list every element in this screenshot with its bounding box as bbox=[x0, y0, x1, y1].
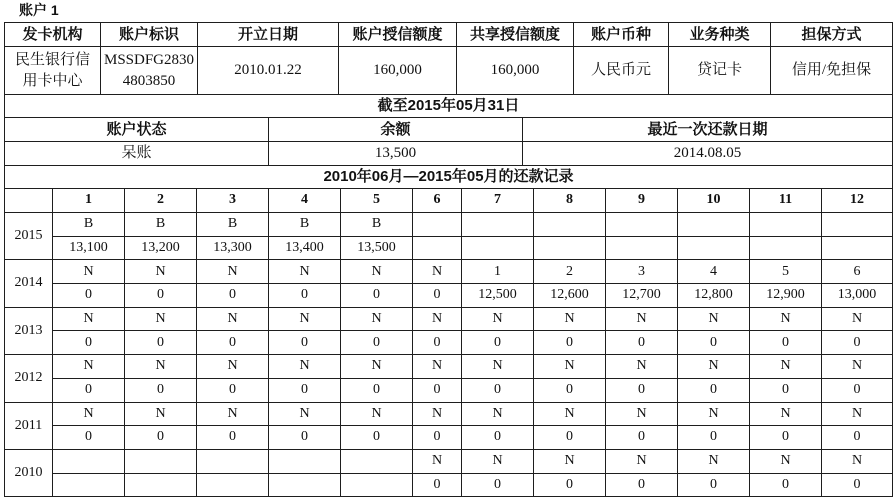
repayment-status-cell: N bbox=[197, 402, 269, 426]
repayment-amount-cell: 0 bbox=[125, 426, 197, 450]
repayment-amount-cell: 0 bbox=[413, 426, 462, 450]
repayment-amount-cell: 0 bbox=[269, 426, 341, 450]
repayment-amount-cell: 13,200 bbox=[125, 236, 197, 260]
repayment-amount-cell: 0 bbox=[462, 426, 534, 450]
repayment-status-cell: N bbox=[413, 449, 462, 473]
repayment-status-cell: B bbox=[341, 213, 413, 237]
repayment-status-cell: N bbox=[413, 260, 462, 284]
repayment-amount-cell bbox=[125, 473, 197, 497]
repayment-grid bbox=[4, 188, 893, 497]
repayment-status-cell: N bbox=[197, 355, 269, 379]
repayment-status-cell: N bbox=[125, 307, 197, 331]
repayment-title-row bbox=[5, 166, 893, 189]
repayment-amount-cell: 0 bbox=[678, 331, 750, 355]
repayment-amount-cell: 12,500 bbox=[462, 284, 534, 308]
repayment-amount-cell: 13,300 bbox=[197, 236, 269, 260]
repayment-status-cell: 1 bbox=[462, 260, 534, 284]
repayment-status-cell: B bbox=[269, 213, 341, 237]
month-header-cell: 11 bbox=[750, 189, 822, 213]
repayment-status-cell: N bbox=[606, 402, 678, 426]
repayment-status-cell: N bbox=[462, 449, 534, 473]
balance-value: 13,500 bbox=[269, 142, 523, 166]
repayment-status-cell: N bbox=[125, 355, 197, 379]
repayment-status-cell bbox=[462, 213, 534, 237]
repayment-status-cell: N bbox=[413, 355, 462, 379]
account-status-table bbox=[4, 117, 893, 166]
repayment-status-cell: N bbox=[53, 260, 125, 284]
repayment-amount-cell: 0 bbox=[197, 284, 269, 308]
repayment-amount-row bbox=[5, 284, 893, 308]
repayment-amount-cell: 0 bbox=[534, 426, 606, 450]
header-issuer: 发卡机构 bbox=[5, 23, 101, 47]
repayment-amount-cell: 13,100 bbox=[53, 236, 125, 260]
repayment-status-cell: 4 bbox=[678, 260, 750, 284]
shared-limit-value: 160,000 bbox=[457, 47, 574, 95]
account-report bbox=[4, 22, 893, 497]
repayment-status-cell: N bbox=[750, 307, 822, 331]
repayment-amount-cell: 0 bbox=[341, 378, 413, 402]
repayment-amount-cell: 12,800 bbox=[678, 284, 750, 308]
repayment-status-cell: 6 bbox=[822, 260, 893, 284]
repayment-status-cell: 5 bbox=[750, 260, 822, 284]
repayment-amount-cell bbox=[269, 473, 341, 497]
repayment-amount-cell: 0 bbox=[341, 331, 413, 355]
repayment-amount-cell: 0 bbox=[341, 284, 413, 308]
repayment-amount-cell: 0 bbox=[53, 426, 125, 450]
repayment-amount-cell bbox=[413, 236, 462, 260]
repayment-amount-cell: 0 bbox=[125, 331, 197, 355]
as-of-row bbox=[5, 95, 893, 118]
account-status-value-row bbox=[5, 142, 893, 166]
repayment-amount-cell: 0 bbox=[462, 378, 534, 402]
repayment-amount-cell: 0 bbox=[413, 473, 462, 497]
last-payment-date-value: 2014.08.05 bbox=[523, 142, 893, 166]
repayment-status-cell: N bbox=[462, 355, 534, 379]
repayment-status-cell: N bbox=[125, 402, 197, 426]
repayment-status-cell: N bbox=[822, 355, 893, 379]
repayment-status-cell: N bbox=[341, 260, 413, 284]
repayment-amount-cell: 0 bbox=[822, 378, 893, 402]
repayment-status-cell bbox=[269, 449, 341, 473]
business-type-value: 贷记卡 bbox=[669, 47, 771, 95]
repayment-amount-cell bbox=[822, 236, 893, 260]
repayment-status-row bbox=[5, 307, 893, 331]
repayment-amount-cell: 0 bbox=[822, 331, 893, 355]
repayment-status-cell: N bbox=[750, 449, 822, 473]
repayment-amount-cell: 0 bbox=[606, 473, 678, 497]
repayment-amount-cell: 0 bbox=[413, 378, 462, 402]
as-of-date-banner: 截至2015年05月31日 bbox=[5, 95, 893, 118]
repayment-status-cell: B bbox=[197, 213, 269, 237]
repayment-amount-cell: 12,700 bbox=[606, 284, 678, 308]
currency-value: 人民币元 bbox=[574, 47, 669, 95]
repayment-status-cell: N bbox=[413, 402, 462, 426]
repayment-amount-cell: 0 bbox=[341, 426, 413, 450]
header-business-type: 业务种类 bbox=[669, 23, 771, 47]
repayment-amount-cell: 0 bbox=[197, 426, 269, 450]
repayment-record-title: 2010年06月—2015年05月的还款记录 bbox=[5, 166, 893, 189]
repayment-amount-cell bbox=[750, 236, 822, 260]
repayment-status-cell: N bbox=[534, 449, 606, 473]
repayment-amount-cell: 0 bbox=[678, 426, 750, 450]
repayment-status-cell: N bbox=[53, 402, 125, 426]
account-info-header-row bbox=[5, 23, 893, 47]
repayment-status-cell: N bbox=[534, 355, 606, 379]
header-account-status: 账户状态 bbox=[5, 118, 269, 142]
repayment-amount-cell bbox=[197, 473, 269, 497]
repayment-status-cell bbox=[822, 213, 893, 237]
repayment-status-cell: N bbox=[462, 307, 534, 331]
account-status-header-row bbox=[5, 118, 893, 142]
repayment-status-cell: N bbox=[125, 260, 197, 284]
repayment-amount-row bbox=[5, 426, 893, 450]
repayment-amount-row bbox=[5, 331, 893, 355]
month-header-cell: 7 bbox=[462, 189, 534, 213]
repayment-amount-cell: 0 bbox=[534, 331, 606, 355]
repayment-amount-cell: 0 bbox=[750, 331, 822, 355]
month-header-cell: 9 bbox=[606, 189, 678, 213]
repayment-amount-cell: 0 bbox=[53, 378, 125, 402]
repayment-status-row bbox=[5, 355, 893, 379]
year-label: 2010 bbox=[5, 449, 53, 496]
credit-limit-value: 160,000 bbox=[339, 47, 457, 95]
header-currency: 账户币种 bbox=[574, 23, 669, 47]
repayment-amount-cell bbox=[678, 236, 750, 260]
header-credit-limit: 账户授信额度 bbox=[339, 23, 457, 47]
repayment-amount-cell: 12,900 bbox=[750, 284, 822, 308]
month-header-corner bbox=[5, 189, 53, 213]
repayment-status-cell: N bbox=[341, 307, 413, 331]
repayment-status-cell: N bbox=[269, 260, 341, 284]
account-status-value: 呆账 bbox=[5, 142, 269, 166]
repayment-status-cell: N bbox=[197, 307, 269, 331]
month-header-cell: 8 bbox=[534, 189, 606, 213]
year-label: 2015 bbox=[5, 213, 53, 260]
repayment-status-cell: N bbox=[269, 402, 341, 426]
repayment-amount-cell: 13,400 bbox=[269, 236, 341, 260]
repayment-status-cell: N bbox=[534, 402, 606, 426]
repayment-status-cell: N bbox=[750, 355, 822, 379]
month-header-cell: 12 bbox=[822, 189, 893, 213]
repayment-status-cell bbox=[678, 213, 750, 237]
guarantee-value: 信用/免担保 bbox=[771, 47, 893, 95]
repayment-status-cell: N bbox=[269, 307, 341, 331]
repayment-status-cell: 2 bbox=[534, 260, 606, 284]
year-label: 2011 bbox=[5, 402, 53, 449]
account-id-value: MSSDFG28304803850 bbox=[101, 47, 198, 95]
repayment-status-cell: N bbox=[750, 402, 822, 426]
repayment-status-row bbox=[5, 260, 893, 284]
repayment-amount-cell bbox=[53, 473, 125, 497]
repayment-amount-cell: 0 bbox=[53, 331, 125, 355]
repayment-amount-cell: 0 bbox=[269, 378, 341, 402]
repayment-status-cell: N bbox=[678, 402, 750, 426]
month-header-cell: 10 bbox=[678, 189, 750, 213]
repayment-status-row bbox=[5, 402, 893, 426]
repayment-status-cell: N bbox=[606, 307, 678, 331]
repayment-amount-cell bbox=[341, 473, 413, 497]
repayment-status-cell: N bbox=[678, 307, 750, 331]
month-header-cell: 1 bbox=[53, 189, 125, 213]
repayment-amount-cell: 0 bbox=[750, 378, 822, 402]
header-guarantee: 担保方式 bbox=[771, 23, 893, 47]
repayment-status-cell: N bbox=[606, 355, 678, 379]
repayment-status-cell: N bbox=[822, 449, 893, 473]
repayment-amount-cell: 0 bbox=[197, 331, 269, 355]
repayment-amount-cell: 13,500 bbox=[341, 236, 413, 260]
repayment-status-cell bbox=[197, 449, 269, 473]
repayment-status-cell: B bbox=[125, 213, 197, 237]
header-last-payment-date: 最近一次还款日期 bbox=[523, 118, 893, 142]
repayment-amount-row bbox=[5, 473, 893, 497]
year-label: 2012 bbox=[5, 355, 53, 402]
repayment-amount-cell: 0 bbox=[413, 284, 462, 308]
account-title: 账户 1 bbox=[19, 2, 59, 18]
repayment-status-cell bbox=[341, 449, 413, 473]
repayment-amount-cell: 0 bbox=[53, 284, 125, 308]
repayment-amount-cell: 0 bbox=[822, 426, 893, 450]
account-info-table bbox=[4, 22, 893, 95]
header-account-id: 账户标识 bbox=[101, 23, 198, 47]
repayment-amount-cell: 0 bbox=[750, 426, 822, 450]
repayment-amount-cell: 0 bbox=[534, 473, 606, 497]
month-header-cell: 4 bbox=[269, 189, 341, 213]
repayment-amount-cell: 0 bbox=[197, 378, 269, 402]
repayment-amount-cell: 0 bbox=[462, 473, 534, 497]
repayment-amount-cell: 0 bbox=[678, 378, 750, 402]
open-date-value: 2010.01.22 bbox=[198, 47, 339, 95]
repayment-status-cell: N bbox=[534, 307, 606, 331]
year-label: 2013 bbox=[5, 307, 53, 354]
account-info-value-row bbox=[5, 47, 893, 95]
repayment-amount-row bbox=[5, 236, 893, 260]
repayment-status-cell: B bbox=[53, 213, 125, 237]
repayment-status-row bbox=[5, 213, 893, 237]
repayment-status-cell bbox=[750, 213, 822, 237]
repayment-status-cell: N bbox=[53, 355, 125, 379]
repayment-amount-cell: 13,000 bbox=[822, 284, 893, 308]
repayment-amount-cell bbox=[606, 236, 678, 260]
repayment-status-cell: N bbox=[269, 355, 341, 379]
month-header-cell: 2 bbox=[125, 189, 197, 213]
repayment-amount-cell: 0 bbox=[822, 473, 893, 497]
repayment-status-cell: N bbox=[606, 449, 678, 473]
repayment-status-cell: N bbox=[53, 307, 125, 331]
repayment-status-cell: N bbox=[341, 402, 413, 426]
as-of-table bbox=[4, 94, 893, 118]
repayment-amount-cell: 12,600 bbox=[534, 284, 606, 308]
repayment-status-cell: N bbox=[822, 402, 893, 426]
repayment-status-cell bbox=[53, 449, 125, 473]
repayment-status-cell bbox=[606, 213, 678, 237]
repayment-status-cell: 3 bbox=[606, 260, 678, 284]
month-header-cell: 5 bbox=[341, 189, 413, 213]
repayment-status-cell bbox=[534, 213, 606, 237]
repayment-status-cell: N bbox=[413, 307, 462, 331]
repayment-status-cell: N bbox=[197, 260, 269, 284]
repayment-amount-cell: 0 bbox=[125, 378, 197, 402]
repayment-amount-cell bbox=[534, 236, 606, 260]
header-balance: 余额 bbox=[269, 118, 523, 142]
header-shared-limit: 共享授信额度 bbox=[457, 23, 574, 47]
repayment-title-table bbox=[4, 165, 893, 189]
month-header-row bbox=[5, 189, 893, 213]
header-open-date: 开立日期 bbox=[198, 23, 339, 47]
repayment-amount-cell: 0 bbox=[125, 284, 197, 308]
year-label: 2014 bbox=[5, 260, 53, 307]
repayment-amount-cell: 0 bbox=[606, 378, 678, 402]
repayment-amount-cell bbox=[462, 236, 534, 260]
repayment-status-cell bbox=[125, 449, 197, 473]
repayment-status-cell: N bbox=[678, 355, 750, 379]
month-header-cell: 3 bbox=[197, 189, 269, 213]
repayment-status-cell: N bbox=[678, 449, 750, 473]
repayment-status-row bbox=[5, 449, 893, 473]
repayment-status-cell bbox=[413, 213, 462, 237]
repayment-amount-cell: 0 bbox=[462, 331, 534, 355]
repayment-amount-cell: 0 bbox=[269, 284, 341, 308]
repayment-amount-cell: 0 bbox=[606, 426, 678, 450]
repayment-amount-cell: 0 bbox=[269, 331, 341, 355]
repayment-amount-cell: 0 bbox=[413, 331, 462, 355]
repayment-status-cell: N bbox=[341, 355, 413, 379]
repayment-status-cell: N bbox=[462, 402, 534, 426]
repayment-amount-row bbox=[5, 378, 893, 402]
repayment-amount-cell: 0 bbox=[678, 473, 750, 497]
repayment-amount-cell: 0 bbox=[534, 378, 606, 402]
repayment-status-cell: N bbox=[822, 307, 893, 331]
month-header-cell: 6 bbox=[413, 189, 462, 213]
repayment-amount-cell: 0 bbox=[606, 331, 678, 355]
issuer-value: 民生银行信用卡中心 bbox=[5, 47, 101, 95]
repayment-amount-cell: 0 bbox=[750, 473, 822, 497]
